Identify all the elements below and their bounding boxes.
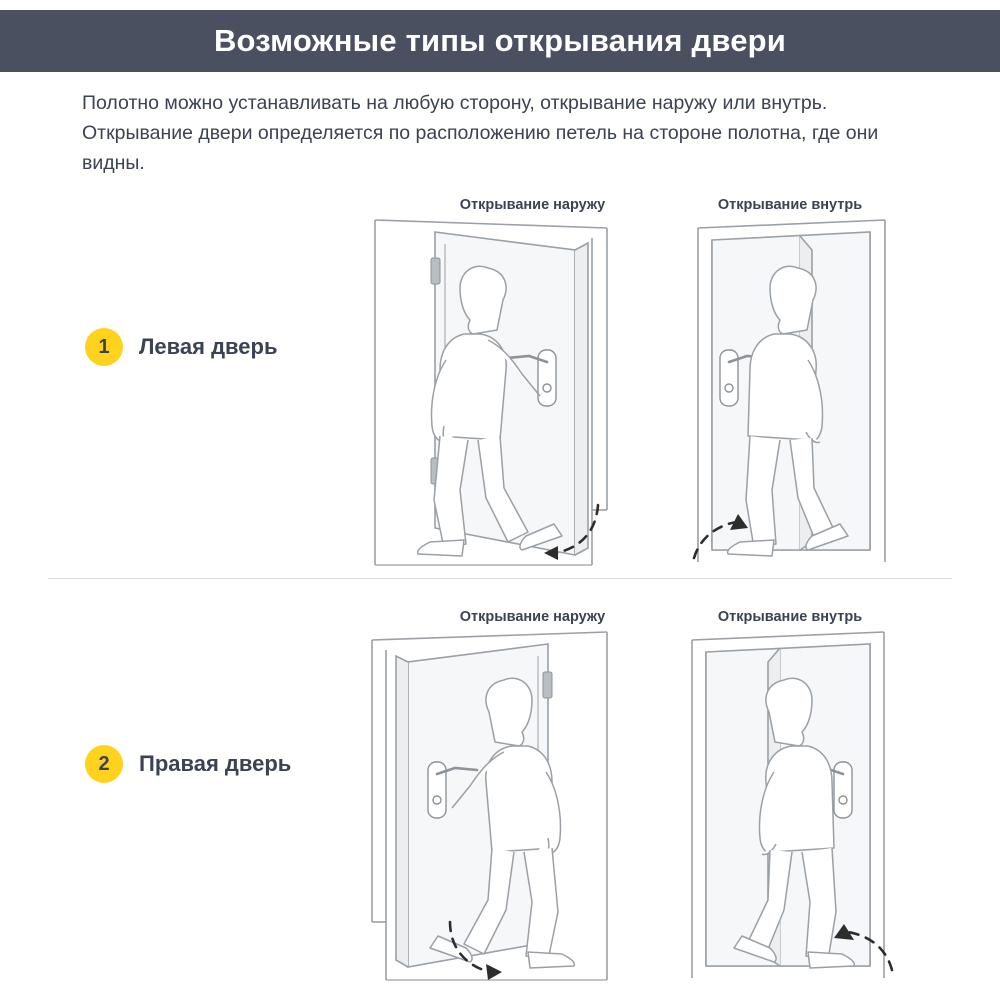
section-divider (48, 578, 952, 579)
intro-paragraph: Полотно можно устанавливать на любую сторону, открывание наружу или внутрь. Открывание двери определяется по расположению петель на стороне полотна, где они видны. (82, 92, 879, 174)
step-badge-2: 2 (85, 745, 123, 783)
step-title-2: Правая дверь (139, 751, 292, 776)
step-label-1 (85, 328, 278, 366)
page-header (0, 10, 1000, 72)
step-badge-1: 1 (85, 328, 123, 366)
figure-caption-2b: Открывание внутрь (717, 609, 863, 625)
step-label-2 (85, 745, 291, 783)
figure-left-door-outward (360, 210, 630, 575)
figure-caption-1b: Открывание внутрь (717, 197, 863, 213)
step-title-1: Левая дверь (139, 334, 278, 359)
figure-right-door-inward (676, 622, 911, 990)
figure-left-door-inward (680, 210, 910, 575)
page-title: Возможные типы открывания двери (213, 23, 787, 58)
figure-caption-2a: Открывание наружу (459, 609, 606, 625)
figure-right-door-outward (362, 622, 632, 990)
figure-caption-1a: Открывание наружу (459, 197, 606, 213)
